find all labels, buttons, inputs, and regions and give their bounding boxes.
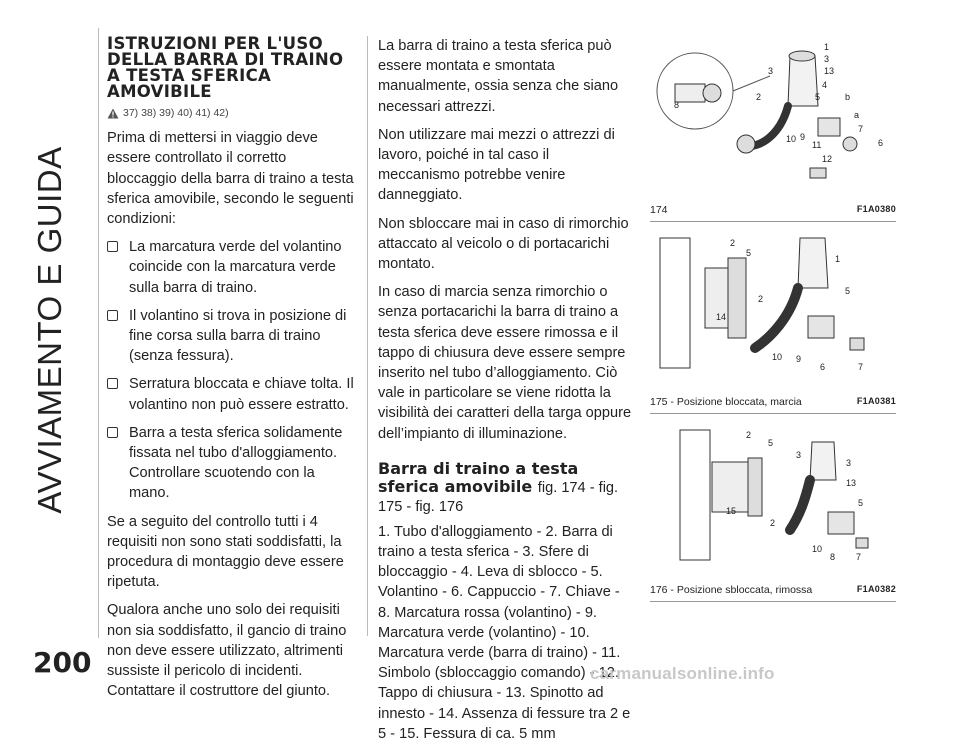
checkbox-bullet-icon xyxy=(107,378,118,389)
checkbox-bullet-icon xyxy=(107,310,118,321)
column-divider xyxy=(367,36,368,636)
legend-paragraph: 1. Tubo d'alloggiamento - 2. Barra di traino a testa sferica - 3. Sfere di bloccaggio - 4. Leva di sblocco - 5. Volantino - 6. Cappuccio - 7. Chiave - 8. Marcatura rossa (volantino) - 9. Marcatura verde (volantino) - 10. Marcatura verde (barra di traino) - 11. Simbolo (sbloccaggio comando) - 12. Tappo di chiusura - 13. Spinotto ad innesto - 14. Assenza di fessure tra 2 e 5 - 15. Fessura di ca. 5 mm xyxy=(378,523,631,742)
side-divider xyxy=(98,28,99,638)
figure-divider xyxy=(650,601,896,602)
page-number: 200 xyxy=(33,646,92,679)
callout-label: 2 xyxy=(756,92,762,102)
callout-label: 14 xyxy=(716,312,727,322)
figure-divider xyxy=(650,413,896,414)
callout-label: 5 xyxy=(768,438,774,448)
figure-links[interactable]: fig. 174 - fig. 175 - fig. 176 xyxy=(378,479,619,515)
list-item: Barra a testa sferica solidamente fissata nel tubo d'alloggiamento. Controllare scuotendo con la mano. xyxy=(107,423,357,504)
paragraph: Se a seguito del controllo tutti i 4 requisiti non sono stati soddisfatti, la procedura di montaggio deve essere ripetuta. xyxy=(107,513,344,591)
paragraph: Non utilizzare mai mezzi o attrezzi di lavoro, poiché in tal caso il meccanismo potrebbe venire danneggiato. xyxy=(378,126,615,204)
column-middle xyxy=(378,36,633,752)
callout-label: 6 xyxy=(820,362,826,372)
callout-label: 3 xyxy=(796,450,802,460)
watermark: carmanualsonline.info xyxy=(590,664,775,683)
paragraph: In caso di marcia senza rimorchio o senza portacarichi la barra di traino a testa sferica deve essere rimossa e il tappo di chiusura deve essere sempre inserito nel tubo d’alloggiamento. Ciò vale in particolare se viene ridotta la visibilità dei caratteri della targa oppure dell’impianto di illuminazione. xyxy=(378,284,632,442)
section-heading: ISTRUZIONI PER L'USO DELLA BARRA DI TRAINO A TESTA SFERICA AMOVIBILE xyxy=(107,34,344,101)
intro-paragraph: Prima di mettersi in viaggio deve essere controllato il corretto bloccaggio della barra di traino a testa sferica amovibile, secondo le seguenti condizioni: xyxy=(107,130,354,228)
warning-triangle-icon xyxy=(107,108,119,119)
callout-label: 5 xyxy=(858,498,864,508)
callout-label: 13 xyxy=(824,66,835,76)
tow-bar-locked-diagram xyxy=(650,228,896,388)
callout-label: 2 xyxy=(758,294,764,304)
callout-label: 15 xyxy=(726,506,737,516)
list-item: Serratura bloccata e chiave tolta. Il volantino non può essere estratto. xyxy=(107,374,357,414)
callout-label: b xyxy=(845,92,851,102)
callout-label: a xyxy=(854,110,860,120)
callout-label: 2 xyxy=(746,430,752,440)
figure-175 xyxy=(650,228,896,388)
callout-label: 10 xyxy=(812,544,823,554)
callout-label: 7 xyxy=(858,124,864,134)
callout-label: 2 xyxy=(730,238,736,248)
checkbox-bullet-icon xyxy=(107,427,118,438)
callout-label: 7 xyxy=(856,552,862,562)
callout-label: 10 xyxy=(786,134,797,144)
callout-label: 9 xyxy=(800,132,806,142)
callout-label: 9 xyxy=(796,354,802,364)
figure-divider xyxy=(650,221,896,222)
callout-label: 3 xyxy=(824,54,830,64)
callout-label: 8 xyxy=(830,552,836,562)
callout-label: 3 xyxy=(846,458,852,468)
tow-bar-exploded-diagram xyxy=(650,36,896,196)
checkbox-bullet-icon xyxy=(107,241,118,252)
paragraph: Qualora anche uno solo dei requisiti non sia soddisfatto, il gancio di traino non deve essere utilizzato, altrimenti sussiste il pericolo di incidenti. Contattare il costruttore del giunto. xyxy=(107,602,347,700)
callout-label: 5 xyxy=(815,92,821,102)
callout-label: 5 xyxy=(845,286,851,296)
paragraph: La barra di traino a testa sferica può essere montata e smontata manualmente, ossia senza che siano necessari attrezzi. xyxy=(378,38,619,115)
section-side-title: AVVIAMENTO E GUIDA xyxy=(31,146,68,514)
callout-label: 4 xyxy=(822,80,828,90)
callout-label: 7 xyxy=(858,362,864,372)
figure-174-caption: 174 F1A0380 xyxy=(650,204,896,216)
callout-label: 10 xyxy=(772,352,783,362)
callout-label: 3 xyxy=(768,66,774,76)
callout-label: 12 xyxy=(822,154,833,164)
callout-label: 5 xyxy=(746,248,752,258)
callout-label: 8 xyxy=(674,100,680,110)
callout-label: 6 xyxy=(878,138,884,148)
figure-175-caption: 175 - Posizione bloccata, marcia F1A0381 xyxy=(650,396,896,408)
list-item: Il volantino si trova in posizione di fine corsa sulla barra di traino (senza fessura). xyxy=(107,306,357,367)
callout-label: 11 xyxy=(812,140,822,150)
tow-bar-unlocked-diagram xyxy=(650,420,896,580)
list-item: La marcatura verde del volantino coincide con la marcatura verde sulla barra di traino. xyxy=(107,237,357,298)
figure-174 xyxy=(650,36,896,196)
figure-176-caption: 176 - Posizione sbloccata, rimossa F1A0382 xyxy=(650,584,896,596)
figure-176 xyxy=(650,420,896,580)
warning-refs: 37) 38) 39) 40) 41) 42) xyxy=(107,103,357,123)
callout-label: 2 xyxy=(770,518,776,528)
callout-label: 13 xyxy=(846,478,857,488)
subsection-heading: Barra di traino a testa sferica amovibile fig. 174 - fig. 175 - fig. 176 xyxy=(378,458,619,515)
paragraph: Non sbloccare mai in caso di rimorchio attaccato al veicolo o di portacarichi montato. xyxy=(378,215,629,273)
callout-label: 1 xyxy=(835,254,841,264)
column-left xyxy=(107,36,357,709)
callout-label: 1 xyxy=(824,42,830,52)
